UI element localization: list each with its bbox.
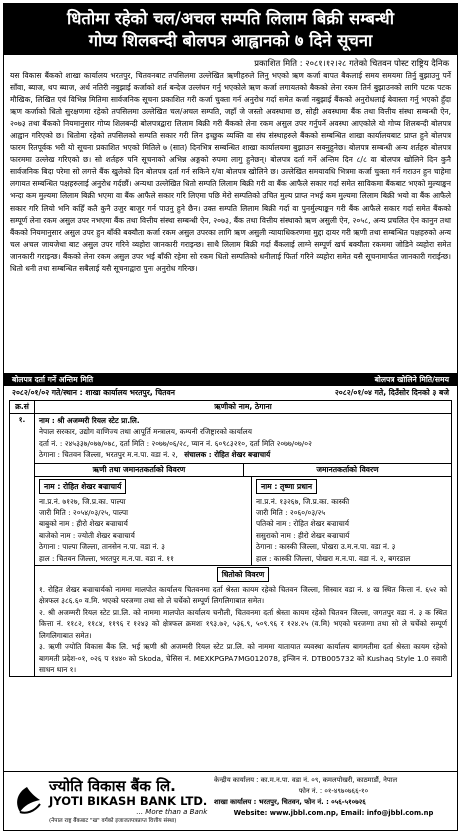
notice-page [3,3,458,831]
publication-info: प्रकाशित मिति : २०८१।१२।२८ गतेको चितवन पोस्ट राष्ट्रिय दैनिक [254,58,449,68]
g2-line: ना.प्र.नं. १३२६७, जि.प्र.का. कास्की [256,496,350,506]
g2-name: नाम : तृष्णा प्रधान [256,479,317,494]
opening-value: २०८२/०१/०४ गते, दिउँसोर दिनको ३ बजे [334,388,449,397]
borrower-registry: नेपाल सरकार, उद्योग वाणिज्य तथा आपूर्ति मन्त्रालय, कम्पनी रजिष्ट्रारको कार्यालय [39,427,252,437]
title-line-1: धितोमा रहेको चल/अचल सम्पति लिलाम बिक्री सम्बन्धी [67,9,394,28]
deadline-bar [4,373,457,386]
serial-number: १. [10,414,35,676]
g2-line: जारी मिति : २०६०/०३/२५ [256,508,326,518]
collateral-item: १. रोहित शेखर बज्राचार्यको नाममा मालपोत कार्यालय चितवनमा दर्ता श्रेस्ता कायम रहेको चितवन जिल्ला, सिस्वार वडा नं. ४ ख स्थित कित्ता नं. ६५२ को क्षेत्रफल ३८६.६० व.मि. भएको घरजग्गा तथा सो ले चर्चेको सम्पूर्ण लिगलिगाबात समेत। [39,585,447,606]
collateral-item: २. श्री अजम्मरी रियल स्टेट प्रा.लि. को नाममा मालपोत कार्यालय चनौली, चितवनमा दर्ता श्रेस्ता कायम रहेको चितवन जिल्ला, जगतपुर वडा नं. ३ क स्थित कित्ता नं. ११८२, ११८४, ११९६ र १२४३ को क्षेत्रफल क्रमशः १९३.७२, ५३६.९, ५०९.९६ र १२४.२५ (व.मि) भएको घरजग्गा तथा सो ले चर्चेको सम्पूर्ण लिगलिगाबात समेत। [39,607,447,640]
borrower-address: ठेगाना : चितवन जिल्ला, भरतपुर म.न.पा. वडा नं. २, [39,450,178,460]
contact-info [210,772,457,830]
notice-title [4,4,457,55]
guarantor-header: ऋणी तथा जमानतकर्ताको विवरण [35,464,244,476]
g1-line: हाल : चितवन जिल्ला, भरतपुर म.न.पा. वडा नं. ११ [39,553,174,563]
notice-body: यस विकास बैंकको शाखा कार्यालय भरतपुर, चितवनबाट तपसिलमा उल्लेखित ऋणीहरुले लिनु भएको ऋण कर्जा बापत बैकलाई समय समयमा तिर्नु बुझाउनु पर्ने साँवा, ब्याज, थप ब्याज, अर्थ नतिरी नबुझाई कर्जाको शर्त बन्देज उल्लंघन गर्नु भएकोले ऋण कर्जा लगायतको बैकको लेना रकम तिर्न बुझाउनको लागि पटक पटक मौखिक, लिखित एवं विभिन्न मितिमा सार्वजनिक सूचना प्रकाशित गरी कर्जा चुक्ता गर्न अनुरोध गर्दा समेत कर्जा नबुझाई बैंकको अनुरोधलाई बेवास्ता गर्नु भएको हुँदा ऋण कर्जाको धितो सुरक्षणमा रहेको तपसिलमा उल्लेखित चल/अचल सम्पति, जहाँ जे जस्तो अवस्थामा छ, सोही अवस्थामा बैंक तथा वित्तीय संस्था सम्बन्धी ऐन, २०७३ तथा बैंकको नियमानुसार गोप्य शिलबन्दी बोलपत्रद्वारा लिलाम बिक्री गरी बैंकको लेना रकम असुल उपर गर्नुपर्ने अवस्था आएकोले यो गोप्य शिलबन्दी बोलपत्र आह्वान गरिएको छ। धितोमा रहेको तपसिलको सम्पति सकार गरी लिन इच्छुक व्यक्ति वा संघ संस्थाहरुले बैंकको सम्बन्धित शाखा कार्यालयबाट प्राप्त हुने बोलपत्र फारम रितपूर्वक भरी यो सूचना प्रकाशित भएको मितिले ७ (सात) दिनभित्र सम्बन्धित शाखा कार्यालयमा बुझाउन सक्नुहुनेछ। बोलपत्र सम्बन्धी अन्य शर्तहरु बोलपत्र फारममा उल्लेख गरिएको छ। सो शर्तहरु पनि सूचनाको अभिन्न अङ्गको रुपमा लागु हुनेछन्। बोलपत्र दर्ता गर्ने अन्तिम दिन ८/८ वा बोलपत्र खोलिने दिन कुनै सार्वजनिक बिदा परेमा सो लगत्ते बैंक खुलेको दिन बोलपत्र दर्ता गर्न सकिने र/वा बोलपत्र खोलिने छ। उल्लेखित समयावधि भित्रमा कर्जा चुक्ता गर्न गराउन हुन चाहेमा लगायत सम्बन्धित पक्षहरुलाई अनुरोध गर्दछौं। अन्यथा उल्लेखित धितो सम्पति लिलाम बिक्री गरी वा बैंक आफैले सकार गर्दा समेत साविकमा बैंकबाट भएको मुल्याङ्कन भन्दा कम मुल्यमा लिलाम बिक्री भएमा वा बैंक आफैले सकार गरि लिएमा पछि मेरो सम्पतिको उचित मुल्य प्राप्त नभई कम मुल्यमा लिलाम बिक्री भयो वा बैंक आफैले सकार गरि लियो भनि कहिँ कतै कुनै उजुर बाजुर गर्न पाउनु हुने छैन। उक्त सम्पति लिलाम बिक्री गर्दा वा पुनर्मुल्याङ्कन गरी बैंक आफैले सकार गर्दा समेत बैंकको सम्पूर्ण लेना रकम असुल उपर नभएमा बैंक तथा वित्तीय संस्था सम्बन्धी ऐन, २०७३, बैंक तथा वित्तीय संस्थाको ऋण असुली ऐन, २०५८, अन्य प्रचलित ऐन कानुन तथा बैंकको नियमानुसार असुल उपर हुन बाँकी बक्यौता कर्जा रकम असुल उपरका लागि ऋण असुली न्यायाधिकरणमा मुद्दा दायर गरी ऋणी तथा सम्बन्धित पक्षहरुको अन्य चल अचल जायजेथा बाट असुल उपर गरिने व्यहोरा जानकारी गराइन्छ। साथै लिलाम बिक्री गर्दा बैंकलाई लाग्ने सम्पूर्ण खर्च बक्यौता रकममा जोडिने व्यहोरा समेत जानकारी गराइन्छ। बैंकको लेना रकम असुल उपर भई बाँकी रहेमा सो रकम धितो सम्पतिको धनीलाई फिर्ता गरिने व्यहोरा समेत यसै सूचनामार्फत जानकारी गराईन्छ। धितो धनी तथा सम्बन्धित सबैलाई यसै सूचनाद्वारा पुनः अनुरोध गरिन्छ। [10,71,451,273]
g2-line: पतिको नाम : रोहित शेखर बज्राचार्य [256,519,350,529]
borrower-table [9,400,452,677]
g2-line: हाल : कास्की जिल्ला, पोखरा म.न.पा. वडा नं. २, बगरडाल [256,553,411,563]
bank-logo [4,772,210,830]
title-line-2: गोप्य शिलबन्दी बोलपत्र आह्वानको ७ दिने सूचना [88,31,373,50]
borrower-header: ऋणीको नाम, ठेगाना [214,402,272,411]
bank-tagline: ... More than a Bank [136,808,208,816]
director-name: संचालक : रोहित शेखर बज्राचार्य [184,450,271,460]
hq-address: केन्द्रीय कार्यालय : का.म.न.पा. वडा नं. ०९, कमलपोखरी, काठमाडौं, नेपाल [214,776,398,784]
g1-line: जारी मिति : २०५४/०३/२५, पाल्पा [39,508,129,518]
deadline-label: बोलपत्र दर्ता गर्ने अन्तिम मिति [12,375,94,384]
g2-line: ससुराको नाम : हीरो शेखर बज्राचार्य [256,530,350,540]
g1-name: नाम : रोहित शेखर बज्राचार्य [39,479,126,494]
deadline-values [4,386,457,400]
deadline-value: २०८२/०१/०२ गते/स्थान : शाखा कार्यालय भरतपुर, चितवन [12,388,175,397]
g2-line: ठेगाना : कास्की जिल्ला, पोखरा उ.म.न.पा. वडा नं. ३ [256,542,396,552]
license-note: (नेपाल राष्ट्र बैंकबाट "ख" वर्गको इजाजतपत्रप्राप्त वित्तीय संस्था) [49,818,177,824]
g1-line: ना.प्र.नं. ७१२७, जि.प्र.का. पाल्पा [39,496,126,506]
bank-name-nepali: ज्योति विकास बैंक लि. [49,777,176,795]
collateral-item: ३. ऋणी ज्योति विकास बैंक लि. भई ऋणी श्री अजम्मरी रियल स्टेट प्रा.लि. को नाममा यातायात व्यवस्था कार्यालय बागमतीमा दर्ता श्रेस्ता कायम रहेको बागमती प्रदेश-०१, ०२६ प १४४० को Skoda, चेसिस नं. MEXKPGPA7MG012078, इन्जिन नं. DTB005732 को Kushaq Style 1.0 सवारी साधन थान १। [39,642,447,674]
footer [4,771,457,830]
g1-line: बाजेको नाम : ज्योती शेखर बज्राचार्य [39,530,135,540]
guarantor2-header: जमानतकर्ताको विवरण [316,464,379,474]
guarantor1-block [35,477,252,565]
borrower-registration: दर्ता नं. : २४५३३७/०७७/०७८, दर्ता मिति : २०७७/०६/२८, प्यान नं. ६०९८३२१०, दर्ता मिति २०७७/०७/०२ [39,438,312,448]
borrower-name: नाम : श्री अजम्मरी रियल स्टेट प्रा.लि. [39,416,140,425]
hq-phone: फोन नं. : ०१-४९७०७६६-१० [298,787,369,795]
opening-label: बोलपत्र खोलिने मिति/समय [374,375,449,384]
collateral-title: धितोको विवरण [217,567,269,582]
bank-name-english: JYOTI BIKASH BANK LTD. [49,794,208,808]
borrower-address-line [39,449,447,460]
sn-header: क्र.सं [10,401,35,413]
guarantor2-block [252,477,451,565]
g1-line: ठेगाना : पाल्पा जिल्ला, तानसेन न.पा. वडा नं. ३ [39,542,165,552]
website-email: Website: www.jbbl.com.np, Email: info@jbbl.com.np [233,809,434,817]
bank-emblem-icon [10,784,44,818]
g1-line: बाबुको नाम : हीरो शेखर बज्राचार्य [39,519,128,529]
branch-office: शाखा कार्यालय : भरतपुर, चितवन, फोन नं. : ०५६-५१०७२६ [214,798,366,806]
collateral-list [39,584,447,675]
